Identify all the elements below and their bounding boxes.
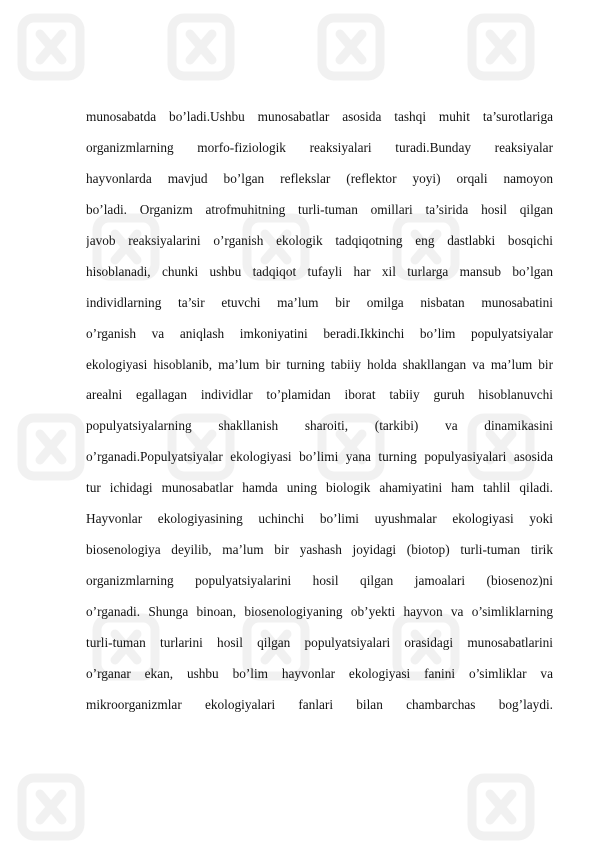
paragraph-line: bo’ladi. Organizm atrofmuhitning turli-tuman omillari ta’sirida hosil qilgan <box>86 201 553 217</box>
paragraph-line: turli-tuman turlarini hosil qilgan populyatsiyalari orasidagi munosabatlarini <box>86 634 553 650</box>
paragraph-line: o’rganish va aniqlash imkoniyatini beradi.Ikkinchi bo’lim populyatsiyalar <box>86 325 553 341</box>
paragraph-line: organizmlarning morfo-fiziologik reaksiyalari turadi.Bunday reaksiyalar <box>86 139 553 155</box>
body-paragraph <box>86 107 553 726</box>
paragraph-line: munosabatda bo’ladi.Ushbu munosabatlar asosida tashqi muhit ta’surotlariga <box>86 109 553 124</box>
paragraph-line: javob reaksiyalarini o’rganish ekologik tadqiqotning eng dastlabki bosqichi <box>86 232 553 248</box>
paragraph-line: organizmlarning populyatsiyalarini hosil qilgan jamoalari (biosenoz)ni <box>86 573 553 589</box>
paragraph-line: individlarning ta’sir etuvchi ma’lum bir omilga nisbatan munosabatini <box>86 294 553 310</box>
paragraph-line: populyatsiyalarning shakllanish sharoiti, (tarkibi) va dinamikasini <box>86 418 553 434</box>
paragraph-line: tur ichidagi munosabatlar hamda uning biologik ahamiyatini ham tahlil qiladi. <box>86 480 553 496</box>
paragraph-line: biosenologiya deyilib, ma’lum bir yashash joyidagi (biotop) turli-tuman tirik <box>86 542 553 558</box>
paragraph-line: o’rganadi.Populyatsiyalar ekologiyasi bo’limi yana turning populyasiyalari asosida <box>86 449 553 465</box>
paragraph-line: ekologiyasi hisoblanib, ma’lum bir turning tabiiy holda shakllangan va ma’lum bir <box>86 356 553 372</box>
paragraph-line: mikroorganizmlar ekologiyalari fanlari bilan chambarchas bog’laydi. <box>86 696 553 712</box>
paragraph-line: Hayvonlar ekologiyasining uchinchi bo’limi uyushmalar ekologiyasi yoki <box>86 511 553 527</box>
paragraph-line: hisoblanadi, chunki ushbu tadqiqot tufayli har xil turlarga mansub bo’lgan <box>86 263 553 279</box>
paragraph-line: arealni egallagan individlar to’plamidan iborat tabiiy guruh hisoblanuvchi <box>86 387 553 403</box>
paragraph-line: hayvonlarda mavjud bo’lgan reflekslar (reflektor yoyi) orqali namoyon <box>86 170 553 186</box>
paragraph-line: o’rganar ekan, ushbu bo’lim hayvonlar ekologiyasi fanini o’simliklar va <box>86 665 553 681</box>
paragraph-line: o’rganadi. Shunga binoan, biosenologiyaning ob’yekti hayvon va o’simliklarning <box>86 604 553 619</box>
